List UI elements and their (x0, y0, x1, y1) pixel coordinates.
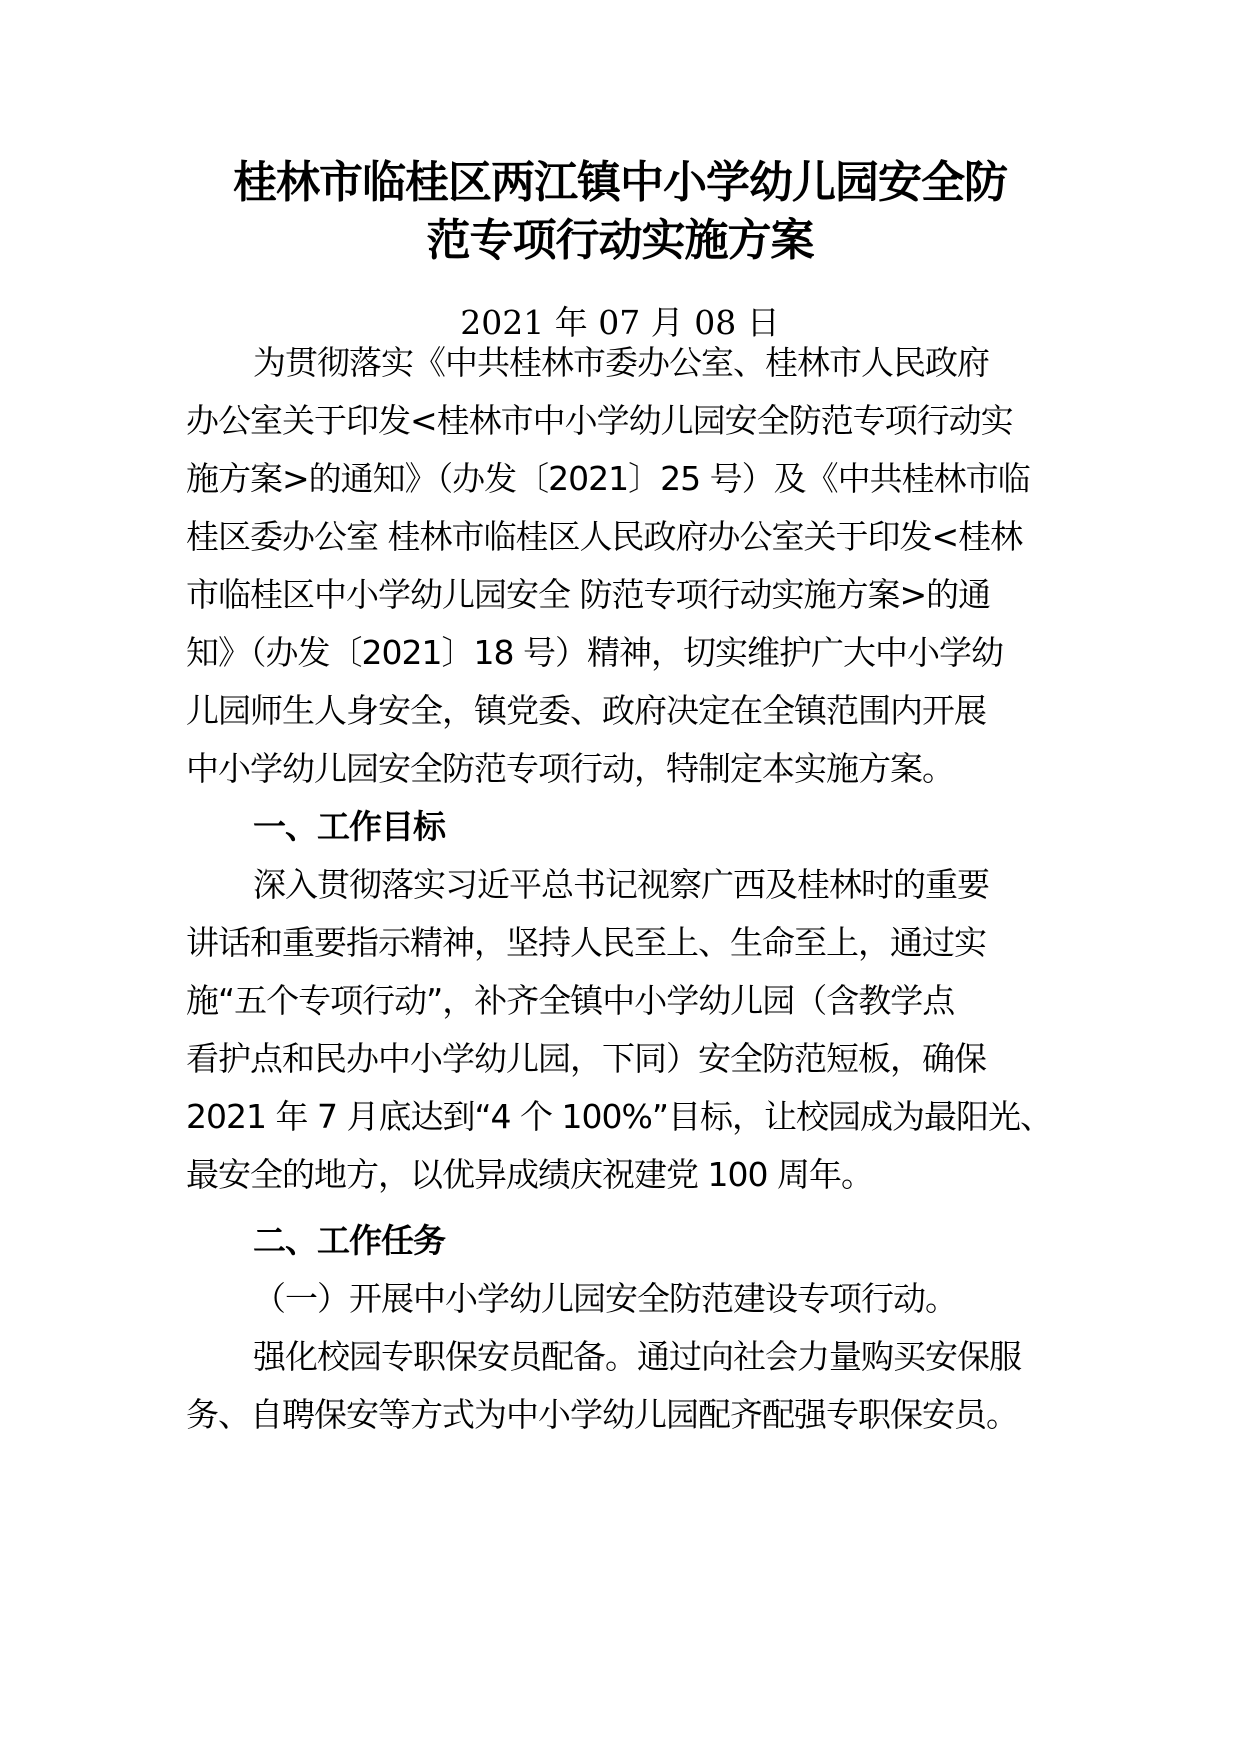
section-heading-tasks: 二、工作任务 (253, 1221, 445, 1260)
paragraph-line: 看护点和民办中小学幼儿园，下同）安全防范短板，确保 (186, 1039, 986, 1078)
document-title-line-1: 桂林市临桂区两江镇中小学幼儿园安全防 (233, 157, 1007, 208)
document-date: 2021 年 07 月 08 日 (460, 303, 780, 342)
paragraph-line: 最安全的地方，以优异成绩庆祝建党 100 周年。 (186, 1155, 873, 1194)
paragraph-line: 桂区委办公室 桂林市临桂区人民政府办公室关于印发<桂林 (186, 517, 1023, 556)
paragraph-line: 为贯彻落实《中共桂林市委办公室、桂林市人民政府 (253, 343, 989, 382)
paragraph-line: 知》（办发〔2021〕18 号）精神，切实维护广大中小学幼 (186, 633, 1003, 672)
document-title-line-2: 范专项行动实施方案 (426, 215, 814, 266)
paragraph-line: 市临桂区中小学幼儿园安全 防范专项行动实施方案>的通 (186, 575, 991, 614)
paragraph-line: 施“五个专项行动”，补齐全镇中小学幼儿园（含教学点 (186, 981, 955, 1020)
paragraph-line: 办公室关于印发<桂林市中小学幼儿园安全防范专项行动实 (186, 401, 1013, 440)
paragraph-line: 强化校园专职保安员配备。通过向社会力量购买安保服 (253, 1337, 1021, 1376)
paragraph-line: 中小学幼儿园安全防范专项行动，特制定本实施方案。 (186, 749, 954, 788)
paragraph-line: 讲话和重要指示精神，坚持人民至上、生命至上，通过实 (186, 923, 986, 962)
section-heading-goals: 一、工作目标 (253, 807, 445, 846)
paragraph-line: 务、自聘保安等方式为中小学幼儿园配齐配强专职保安员。 (186, 1395, 1018, 1434)
subsection-heading: （一）开展中小学幼儿园安全防范建设专项行动。 (253, 1279, 957, 1318)
paragraph-line: 深入贯彻落实习近平总书记视察广西及桂林时的重要 (253, 865, 989, 904)
paragraph-line: 2021 年 7 月底达到“4 个 100%”目标，让校园成为最阳光、 (186, 1097, 1052, 1136)
paragraph-line: 儿园师生人身安全，镇党委、政府决定在全镇范围内开展 (186, 691, 986, 730)
paragraph-line: 施方案>的通知》（办发〔2021〕25 号）及《中共桂林市临 (186, 459, 1030, 498)
